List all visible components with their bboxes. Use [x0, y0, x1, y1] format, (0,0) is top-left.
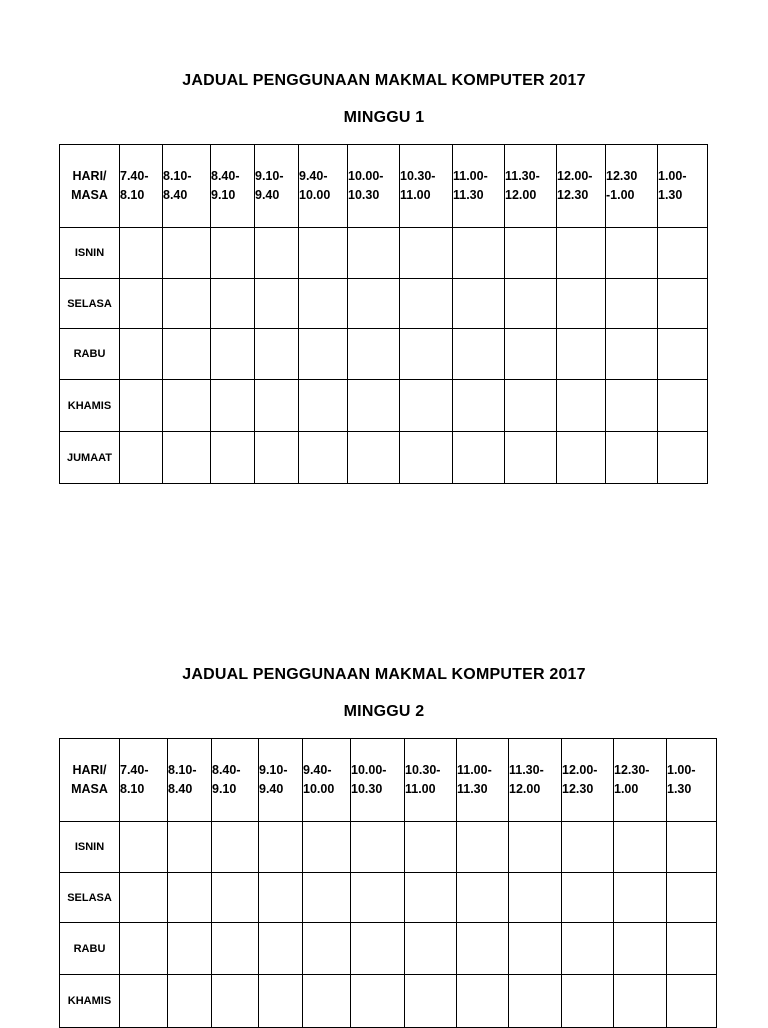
schedule-cell[interactable]: [606, 380, 658, 432]
schedule-cell[interactable]: [562, 975, 614, 1028]
time-slot-line: 8.10: [120, 782, 145, 796]
time-slot-line: 12.30: [606, 168, 638, 183]
day-label: SELASA: [60, 873, 120, 923]
schedule-cell[interactable]: [120, 329, 163, 380]
time-slot-line: 8.40: [168, 782, 193, 796]
time-slot-line: 12.30-: [614, 762, 650, 777]
time-slot-header: [453, 145, 505, 228]
schedule-cell[interactable]: [509, 873, 562, 923]
time-slot-header: [163, 145, 211, 228]
schedule-cell[interactable]: [400, 228, 453, 279]
time-slot-line: 9.10: [211, 188, 236, 202]
schedule-cell[interactable]: [405, 873, 457, 923]
schedule-cell[interactable]: [453, 279, 505, 329]
schedule-cell[interactable]: [259, 822, 303, 873]
corner-header-line: MASA: [71, 782, 108, 796]
schedule-cell[interactable]: [505, 228, 557, 279]
time-slot-line: 10.00: [303, 782, 335, 796]
schedule-cell[interactable]: [351, 975, 405, 1028]
day-label: RABU: [60, 923, 120, 975]
time-slot-line: -1.00: [606, 188, 635, 202]
time-slot-line: 1.00-: [658, 168, 687, 183]
schedule-cell[interactable]: [163, 432, 211, 484]
day-label: KHAMIS: [60, 380, 120, 432]
schedule-cell[interactable]: [255, 380, 299, 432]
time-slot-header: [259, 739, 303, 822]
schedule-cell[interactable]: [120, 822, 168, 873]
schedule-cell[interactable]: [168, 975, 212, 1028]
schedule-cell[interactable]: [400, 380, 453, 432]
schedule-cell[interactable]: [120, 432, 163, 484]
time-slot-line: 9.40: [255, 188, 280, 202]
schedule-cell[interactable]: [509, 975, 562, 1028]
header-row: [60, 145, 708, 228]
time-slot-line: 11.00-: [453, 168, 488, 183]
schedule-cell[interactable]: [212, 975, 259, 1028]
time-slot-line: 1.30: [658, 188, 683, 202]
header-row: [60, 739, 717, 822]
schedule-cell[interactable]: [614, 822, 667, 873]
time-slot-line: 8.40: [163, 188, 188, 202]
schedule-cell[interactable]: [255, 279, 299, 329]
schedule-cell[interactable]: [505, 432, 557, 484]
schedule-cell[interactable]: [405, 822, 457, 873]
schedule-cell[interactable]: [259, 873, 303, 923]
schedule-cell[interactable]: [120, 975, 168, 1028]
schedule-cell[interactable]: [255, 228, 299, 279]
time-slot-line: 11.00: [400, 188, 431, 202]
schedule-cell[interactable]: [303, 873, 351, 923]
time-slot-line: 8.40-: [212, 762, 241, 777]
schedule-cell[interactable]: [348, 380, 400, 432]
schedule-cell[interactable]: [658, 380, 708, 432]
time-slot-header: [351, 739, 405, 822]
time-slot-header: [457, 739, 509, 822]
schedule-cell[interactable]: [667, 923, 717, 975]
schedule-cell[interactable]: [211, 380, 255, 432]
schedule-cell[interactable]: [457, 923, 509, 975]
schedule-cell[interactable]: [606, 279, 658, 329]
time-slot-line: 11.30-: [509, 762, 544, 777]
week-subtitle: MINGGU 1: [343, 109, 425, 126]
schedule-cell[interactable]: [211, 279, 255, 329]
time-slot-header: [400, 145, 453, 228]
day-label: RABU: [60, 329, 120, 380]
day-label: ISNIN: [60, 822, 120, 873]
time-slot-line: 7.40-: [120, 168, 149, 183]
schedule-cell[interactable]: [606, 432, 658, 484]
schedule-cell[interactable]: [614, 923, 667, 975]
schedule-cell[interactable]: [351, 923, 405, 975]
corner-header-line: MASA: [71, 188, 108, 202]
schedule-cell[interactable]: [505, 329, 557, 380]
schedule-cell[interactable]: [667, 873, 717, 923]
schedule-cell[interactable]: [212, 923, 259, 975]
schedule-cell[interactable]: [562, 923, 614, 975]
schedule-cell[interactable]: [211, 329, 255, 380]
schedule-cell[interactable]: [400, 432, 453, 484]
time-slot-header: [348, 145, 400, 228]
schedule-cell[interactable]: [211, 228, 255, 279]
schedule-cell[interactable]: [299, 329, 348, 380]
schedule-cell[interactable]: [299, 228, 348, 279]
corner-header-cell: [60, 739, 120, 822]
schedule-cell[interactable]: [351, 873, 405, 923]
time-slot-header: [255, 145, 299, 228]
schedule-cell[interactable]: [303, 923, 351, 975]
schedule-cell[interactable]: [120, 923, 168, 975]
schedule-cell[interactable]: [120, 380, 163, 432]
schedule-cell[interactable]: [557, 329, 606, 380]
schedule-cell[interactable]: [299, 380, 348, 432]
schedule-cell[interactable]: [405, 923, 457, 975]
time-slot-header: [212, 739, 259, 822]
day-label: KHAMIS: [60, 975, 120, 1028]
schedule-cell[interactable]: [348, 228, 400, 279]
schedule-cell[interactable]: [457, 873, 509, 923]
schedule-cell[interactable]: [351, 822, 405, 873]
schedule-cell[interactable]: [168, 923, 212, 975]
time-slot-line: 9.40-: [299, 168, 328, 183]
schedule-cell[interactable]: [658, 432, 708, 484]
schedule-table: [59, 738, 717, 1028]
schedule-cell[interactable]: [557, 228, 606, 279]
schedule-cell[interactable]: [614, 873, 667, 923]
day-label: JUMAAT: [60, 432, 120, 484]
schedule-cell[interactable]: [120, 279, 163, 329]
schedule-cell[interactable]: [557, 380, 606, 432]
day-row: [60, 923, 717, 975]
time-slot-header: [299, 145, 348, 228]
schedule-cell[interactable]: [405, 975, 457, 1028]
schedule-cell[interactable]: [303, 975, 351, 1028]
day-label: ISNIN: [60, 228, 120, 279]
time-slot-line: 8.10-: [168, 762, 197, 777]
schedule-cell[interactable]: [453, 380, 505, 432]
schedule-cell[interactable]: [120, 228, 163, 279]
schedule-cell[interactable]: [562, 873, 614, 923]
corner-header-cell: [60, 145, 120, 228]
time-slot-line: 11.30: [457, 782, 488, 796]
time-slot-header: [562, 739, 614, 822]
day-row: [60, 975, 717, 1028]
time-slot-line: 1.30: [667, 782, 692, 796]
time-slot-header: [667, 739, 717, 822]
time-slot-line: 11.30: [453, 188, 484, 202]
time-slot-header: [557, 145, 606, 228]
schedule-cell[interactable]: [212, 873, 259, 923]
schedule-cell[interactable]: [505, 279, 557, 329]
time-slot-line: 9.40: [259, 782, 284, 796]
schedule-cell[interactable]: [168, 822, 212, 873]
schedule-cell[interactable]: [255, 329, 299, 380]
table-title: JADUAL PENGGUNAAN MAKMAL KOMPUTER 2017: [182, 666, 586, 683]
schedule-cell[interactable]: [505, 380, 557, 432]
schedule-cell[interactable]: [299, 432, 348, 484]
schedule-cell[interactable]: [348, 329, 400, 380]
schedule-cell[interactable]: [348, 432, 400, 484]
day-row: [60, 329, 708, 380]
time-slot-line: 9.40-: [303, 762, 332, 777]
time-slot-line: 10.30-: [405, 762, 441, 777]
time-slot-line: 11.00-: [457, 762, 492, 777]
time-slot-line: 10.30: [351, 782, 383, 796]
time-slot-line: 8.10: [120, 188, 145, 202]
time-slot-line: 12.30: [557, 188, 589, 202]
schedule-cell[interactable]: [255, 432, 299, 484]
corner-header-line: HARI/: [72, 168, 107, 183]
schedule-cell[interactable]: [453, 432, 505, 484]
time-slot-line: 8.40-: [211, 168, 240, 183]
time-slot-line: 7.40-: [120, 762, 149, 777]
time-slot-header: [405, 739, 457, 822]
schedule-cell[interactable]: [163, 380, 211, 432]
schedule-cell[interactable]: [562, 822, 614, 873]
time-slot-line: 12.00-: [557, 168, 593, 183]
time-slot-header: [606, 145, 658, 228]
time-slot-header: [658, 145, 708, 228]
day-row: [60, 228, 708, 279]
schedule-cell[interactable]: [348, 279, 400, 329]
schedule-table: [59, 144, 708, 484]
schedule-cell[interactable]: [509, 923, 562, 975]
week-subtitle: MINGGU 2: [343, 703, 425, 720]
time-slot-header: [211, 145, 255, 228]
schedule-cell[interactable]: [658, 228, 708, 279]
time-slot-line: 9.10-: [259, 762, 288, 777]
time-slot-line: 1.00: [614, 782, 639, 796]
schedule-cell[interactable]: [557, 279, 606, 329]
schedule-cell[interactable]: [211, 432, 255, 484]
time-slot-line: 10.00-: [348, 168, 384, 183]
time-slot-line: 10.00: [299, 188, 331, 202]
time-slot-header: [505, 145, 557, 228]
day-row: [60, 822, 717, 873]
time-slot-line: 12.00-: [562, 762, 598, 777]
schedule-cell[interactable]: [120, 873, 168, 923]
time-slot-line: 10.30: [348, 188, 380, 202]
schedule-cell[interactable]: [606, 228, 658, 279]
schedule-cell[interactable]: [658, 279, 708, 329]
schedule-cell[interactable]: [667, 822, 717, 873]
schedule-cell[interactable]: [453, 228, 505, 279]
time-slot-line: 9.10-: [255, 168, 284, 183]
schedule-cell[interactable]: [658, 329, 708, 380]
time-slot-line: 11.00: [405, 782, 436, 796]
schedule-cell[interactable]: [667, 975, 717, 1028]
schedule-cell[interactable]: [606, 329, 658, 380]
schedule-cell[interactable]: [168, 873, 212, 923]
time-slot-line: 11.30-: [505, 168, 540, 183]
corner-header-line: HARI/: [72, 762, 107, 777]
time-slot-line: 1.00-: [667, 762, 696, 777]
time-slot-line: 10.00-: [351, 762, 387, 777]
schedule-cell[interactable]: [400, 329, 453, 380]
schedule-cell[interactable]: [557, 432, 606, 484]
schedule-cell[interactable]: [259, 923, 303, 975]
schedule-cell[interactable]: [212, 822, 259, 873]
time-slot-line: 9.10: [212, 782, 237, 796]
schedule-cell[interactable]: [509, 822, 562, 873]
day-row: [60, 279, 708, 329]
time-slot-header: [509, 739, 562, 822]
time-slot-header: [120, 739, 168, 822]
time-slot-header: [614, 739, 667, 822]
schedule-cell[interactable]: [400, 279, 453, 329]
schedule-cell[interactable]: [457, 822, 509, 873]
schedule-cell[interactable]: [303, 822, 351, 873]
schedule-cell[interactable]: [457, 975, 509, 1028]
time-slot-line: 12.00: [509, 782, 541, 796]
schedule-cell[interactable]: [453, 329, 505, 380]
time-slot-line: 10.30-: [400, 168, 436, 183]
schedule-cell[interactable]: [299, 279, 348, 329]
schedule-cell[interactable]: [163, 279, 211, 329]
time-slot-line: 8.10-: [163, 168, 192, 183]
day-label: SELASA: [60, 279, 120, 329]
time-slot-header: [120, 145, 163, 228]
schedule-cell[interactable]: [163, 329, 211, 380]
time-slot-line: 12.00: [505, 188, 537, 202]
time-slot-header: [168, 739, 212, 822]
time-slot-line: 12.30: [562, 782, 594, 796]
schedule-cell[interactable]: [614, 975, 667, 1028]
day-row: [60, 380, 708, 432]
time-slot-header: [303, 739, 351, 822]
table-title: JADUAL PENGGUNAAN MAKMAL KOMPUTER 2017: [182, 72, 586, 89]
day-row: [60, 873, 717, 923]
schedule-cell[interactable]: [163, 228, 211, 279]
day-row: [60, 432, 708, 484]
schedule-cell[interactable]: [259, 975, 303, 1028]
